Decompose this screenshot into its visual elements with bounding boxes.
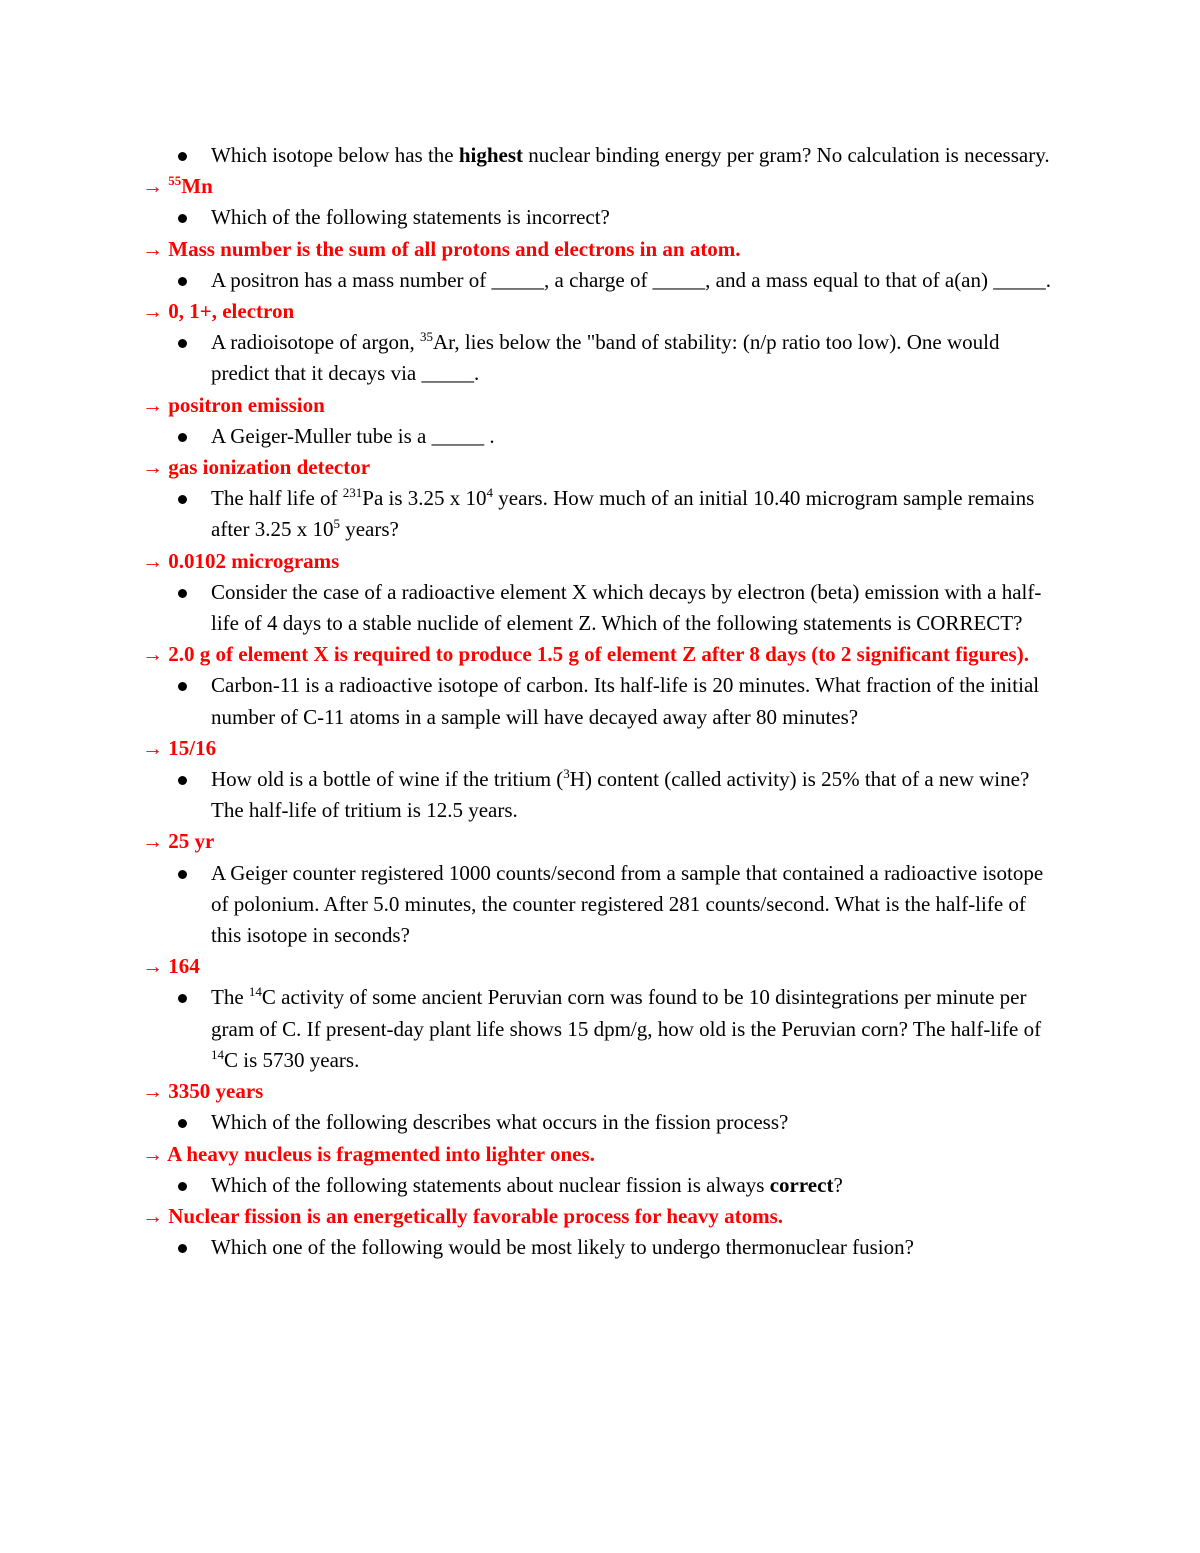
text-run: years. How much of an initial 10.40 microgram sample remains after 3.25 x 10 — [211, 486, 1035, 542]
text-run: Mass number is the sum of all protons and electrons in an atom. — [168, 236, 741, 261]
answer-text — [140, 951, 1060, 982]
superscript: 231 — [342, 485, 363, 501]
bullet-icon — [178, 433, 187, 442]
answer-text — [140, 171, 1060, 202]
question-item — [140, 265, 1060, 296]
text-run: 164 — [168, 954, 200, 979]
superscript: 14 — [211, 1046, 224, 1062]
bullet-icon — [178, 214, 187, 223]
text-run: 2.0 g of element X is required to produce 1.5 g of element Z after 8 days (to 2 significant figures). — [168, 642, 1029, 667]
bullet-icon — [178, 589, 187, 598]
bullet-icon — [178, 152, 187, 161]
superscript: 5 — [333, 516, 340, 532]
text-run: Which of the following statements is incorrect? — [211, 205, 610, 230]
question-item — [140, 670, 1060, 732]
answer-text — [140, 733, 1060, 764]
question-item — [140, 764, 1060, 826]
text-run: Which isotope below has the — [211, 143, 459, 167]
text-run: 3350 years — [168, 1079, 264, 1104]
question-item — [140, 1232, 1060, 1263]
question-text — [211, 580, 1041, 635]
superscript: 14 — [248, 984, 262, 1000]
text-run: 0.0102 micrograms — [168, 548, 340, 573]
question-text — [211, 143, 1050, 167]
answer-text — [140, 390, 1060, 421]
arrow-icon: → — [142, 392, 163, 417]
question-item — [140, 483, 1060, 545]
text-run: Which of the following statements about nuclear fission is always — [211, 1172, 770, 1197]
answer-text — [140, 1139, 1060, 1170]
arrow-icon: → — [142, 455, 163, 480]
question-answer-list — [140, 140, 1060, 1263]
text-run: 0, 1+, electron — [168, 299, 295, 324]
question-text — [211, 1235, 914, 1259]
arrow-icon: → — [142, 548, 163, 573]
text-run: years? — [339, 517, 399, 542]
text-run: H) content (called activity) is 25% that of a new wine? The half-life of tritium is 12.5 years. — [211, 767, 1030, 823]
question-item — [140, 858, 1060, 952]
question-text — [211, 767, 1029, 822]
question-text — [211, 424, 495, 448]
question-item — [140, 982, 1060, 1076]
text-run: gas ionization detector — [168, 455, 371, 480]
question-item — [140, 1107, 1060, 1138]
question-item — [140, 327, 1060, 389]
text-run: Consider the case of a radioactive element X which decays by electron (beta) emission with a half-life of 4 days to a stable nuclide of element Z. Which of the following statements is CORRECT? — [211, 579, 1042, 636]
answer-text — [140, 546, 1060, 577]
text-run: ? — [833, 1172, 843, 1197]
text-run: The — [211, 985, 249, 1010]
arrow-icon: → — [142, 1203, 163, 1228]
answer-text — [140, 1201, 1060, 1232]
question-item — [140, 577, 1060, 639]
text-run: 25 yr — [168, 829, 215, 854]
text-run: 15/16 — [168, 735, 217, 760]
answer-text — [140, 296, 1060, 327]
text-run: A positron has a mass number of _____, a charge of _____, and a mass equal to that of a(an) _____. — [211, 267, 1051, 292]
bullet-icon — [178, 776, 187, 785]
question-text — [211, 205, 610, 229]
question-item — [140, 140, 1060, 171]
bullet-icon — [178, 870, 187, 879]
arrow-icon: → — [142, 174, 163, 199]
question-text — [211, 330, 999, 385]
text-run: nuclear binding energy per gram? No calculation is necessary. — [523, 143, 1050, 167]
arrow-icon: → — [142, 236, 163, 261]
text-run: positron emission — [168, 392, 325, 417]
bullet-icon — [178, 277, 187, 286]
bold-text: highest — [458, 143, 524, 167]
arrow-icon: → — [142, 642, 163, 667]
answer-text — [140, 826, 1060, 857]
text-run: The half life of — [211, 486, 343, 511]
text-run: A Geiger-Muller tube is a _____ . — [211, 423, 495, 448]
answer-text — [140, 452, 1060, 483]
question-text — [211, 1110, 788, 1134]
bullet-icon — [178, 682, 187, 691]
question-item — [140, 1170, 1060, 1201]
arrow-icon: → — [142, 829, 163, 854]
arrow-icon: → — [142, 735, 163, 760]
arrow-icon: → — [142, 1141, 163, 1166]
answer-text — [140, 1076, 1060, 1107]
question-text — [211, 673, 1039, 728]
superscript: 3 — [563, 766, 570, 782]
text-run: A radioisotope of argon, — [211, 330, 420, 355]
superscript: 55 — [168, 173, 182, 189]
arrow-icon: → — [142, 954, 163, 979]
question-text — [211, 486, 1034, 541]
question-text — [211, 1173, 843, 1197]
superscript: 35 — [420, 329, 433, 345]
text-run: C activity of some ancient Peruvian corn was found to be 10 disintegrations per minute per gram of C. If present-day plant life shows 15 dpm/g, how old is the Peruvian corn? The half-life of — [211, 985, 1042, 1041]
answer-text — [140, 234, 1060, 265]
text-run: C is 5730 years. — [224, 1047, 360, 1072]
bullet-icon — [178, 495, 187, 504]
bullet-icon — [178, 994, 187, 1003]
bold-text: correct — [769, 1172, 834, 1197]
text-run: Nuclear fission is an energetically favorable process for heavy atoms. — [168, 1203, 784, 1228]
text-run: How old is a bottle of wine if the tritium ( — [211, 767, 564, 792]
bullet-icon — [178, 1119, 187, 1128]
text-run: Ar, lies below the "band of stability: (n/p ratio too low). One would predict that it decays via _____. — [211, 330, 1000, 386]
question-text — [211, 268, 1051, 292]
bullet-icon — [178, 1244, 187, 1253]
question-item — [140, 202, 1060, 233]
answer-text — [140, 639, 1060, 670]
question-text — [211, 861, 1043, 947]
bullet-icon — [178, 339, 187, 348]
text-run: Which of the following describes what occurs in the fission process? — [211, 1110, 789, 1135]
arrow-icon: → — [142, 1079, 163, 1104]
text-run: Which one of the following would be most likely to undergo thermonuclear fusion? — [211, 1235, 914, 1260]
text-run: Mn — [181, 174, 213, 199]
text-run: Pa is 3.25 x 10 — [362, 486, 487, 511]
text-run: A Geiger counter registered 1000 counts/second from a sample that contained a radioactive isotope of polonium. After 5.0 minutes, the counter registered 281 counts/second. What is the half-life of this isotope in seconds? — [211, 860, 1044, 948]
question-text — [211, 985, 1041, 1071]
question-item — [140, 421, 1060, 452]
arrow-icon: → — [142, 299, 163, 324]
text-run: Carbon-11 is a radioactive isotope of carbon. Its half-life is 20 minutes. What fraction of the initial number of C-11 atoms in a sample will have decayed away after 80 minutes? — [211, 673, 1040, 729]
superscript: 4 — [486, 485, 494, 501]
bullet-icon — [178, 1182, 187, 1191]
text-run: A heavy nucleus is fragmented into lighter ones. — [167, 1141, 595, 1166]
